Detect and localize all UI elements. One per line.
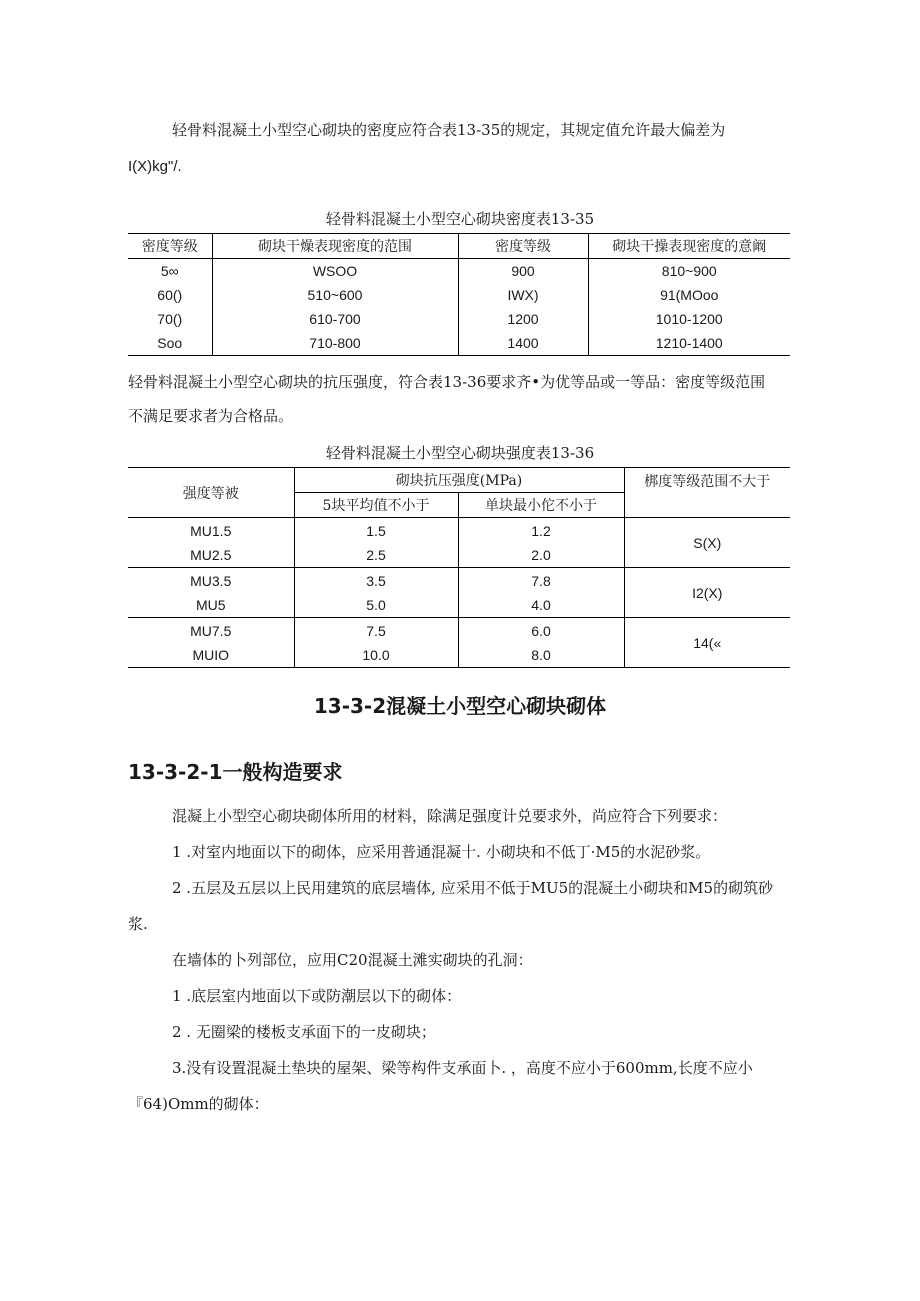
header-cell: 砌块干燥表现密度的范围 xyxy=(212,234,458,259)
table-cell: MU3.5 xyxy=(128,568,294,594)
body-p7-line-2: 『64)Omm的砌体： xyxy=(128,1095,269,1113)
table1-caption: 轻骨料混凝土小型空心砌块密度表13-35 xyxy=(325,210,595,228)
table-cell: 1200 xyxy=(458,307,588,331)
table-cell: 2.0 xyxy=(458,543,624,568)
header-cell: 密度等级 xyxy=(458,234,588,259)
table-cell: MU7.5 xyxy=(128,618,294,644)
header-cell: 5块平均值不小于 xyxy=(294,493,458,518)
body-p6: 2 . 无圈梁的楼板支承面下的一皮砌块； xyxy=(172,1023,436,1041)
table-row xyxy=(128,568,790,594)
table-cell: MUIO xyxy=(128,643,294,668)
table-cell: 7.5 xyxy=(294,618,458,644)
table-cell: 2.5 xyxy=(294,543,458,568)
body-p3-line-2: 浆. xyxy=(128,915,148,933)
body-p4: 在墙体的卜列部位，应用C20混凝土滩实砌块的孔洞： xyxy=(172,951,533,969)
header-cell: 强度等被 xyxy=(128,468,294,518)
table-header-row xyxy=(128,234,790,259)
table-row xyxy=(128,259,790,284)
body-p3-line-1: 2 .五层及五层以上民用建筑的底层墙体, 应采用不低于MU5的混凝土小砌块和M5的砌筑砂 xyxy=(172,879,774,897)
header-group-cell: 砌块抗压强度(MPa) xyxy=(294,468,624,493)
table-row xyxy=(128,618,790,644)
body-p7-line-1: 3.没有设置混凝土垫块的屋架、梁等构件支承面卜. ，高度不应小于600mm,长度不应小 xyxy=(172,1059,753,1077)
table-row xyxy=(128,331,790,356)
intro-line-1: 轻骨料混凝土小型空心砌块的密度应符合表13-35的规定，其规定值允许最大偏差为 xyxy=(172,121,726,139)
table-cell: IWX) xyxy=(458,283,588,307)
header-cell: 梆度等级范围不大于 xyxy=(624,468,790,518)
table-cell: 900 xyxy=(458,259,588,284)
strength-table xyxy=(128,467,790,668)
table-cell: 91(MOoo xyxy=(660,287,719,303)
table-row xyxy=(128,307,790,331)
table-cell: 70() xyxy=(128,307,212,331)
table-cell: 4.0 xyxy=(458,593,624,618)
table-cell: 810~900 xyxy=(661,263,717,279)
table-cell: MU5 xyxy=(128,593,294,618)
table-row xyxy=(128,518,790,544)
section-subtitle: 13-3-2-1一般构造要求 xyxy=(128,760,343,784)
table-cell: 10.0 xyxy=(294,643,458,668)
table-cell: 1210-1400 xyxy=(655,335,723,351)
table-cell: 14(« xyxy=(693,634,722,651)
table-cell: 60() xyxy=(128,283,212,307)
body-p5: 1 .底层室内地面以下或防潮层以下的砌体： xyxy=(172,987,462,1005)
header-cell: 密度等级 xyxy=(128,234,212,259)
para2-line-1: 轻骨料混凝土小型空心砌块的抗压强度，符合表13-36要求齐•为优等品或一等品：密度等级范围 xyxy=(128,373,766,391)
table-cell: 7.8 xyxy=(458,568,624,594)
table-header-row xyxy=(128,468,790,493)
header-cell: 单块最小佗不小于 xyxy=(458,493,624,518)
table-cell: 610-700 xyxy=(212,307,458,331)
intro-line-2: I(X)kg"/. xyxy=(128,158,182,175)
body-p1: 混凝上小型空心砌块砌体所用的材料，除满足强度计兑要求外，尚应符合下列要求： xyxy=(172,807,728,825)
header-cell: 砌块干操表现密度的意阚 xyxy=(612,239,767,255)
table-cell: 6.0 xyxy=(458,618,624,644)
section-title: 13-3-2混凝土小型空心砌块砌体 xyxy=(313,694,607,718)
table-cell: MU2.5 xyxy=(128,543,294,568)
density-table xyxy=(128,233,790,356)
table-cell: S(X) xyxy=(624,518,790,568)
table-row xyxy=(128,283,790,307)
para2-line-2: 不满足要求者为合格品。 xyxy=(128,407,294,425)
table2-caption: 轻骨料混凝土小型空心砌块强度表13-36 xyxy=(325,444,595,462)
table-cell: 3.5 xyxy=(294,568,458,594)
table-cell: 1.2 xyxy=(458,518,624,544)
table-cell: 1010-1200 xyxy=(655,311,723,327)
table-cell: 8.0 xyxy=(458,643,624,668)
table-cell: Soo xyxy=(128,331,212,356)
table-cell: 1.5 xyxy=(294,518,458,544)
table-cell: 5.0 xyxy=(294,593,458,618)
table-cell: 510~600 xyxy=(212,283,458,307)
table-cell: I2(X) xyxy=(624,568,790,618)
body-p2: 1 .对室内地面以下的砌体，应采用普通混凝十. 小砌块和不低丁·M5的水泥砂浆。 xyxy=(172,843,711,861)
table-cell: 710-800 xyxy=(212,331,458,356)
table-cell: MU1.5 xyxy=(128,518,294,544)
table-cell: WSOO xyxy=(212,259,458,284)
table-cell: 5∞ xyxy=(128,259,212,284)
table-cell: 1400 xyxy=(458,331,588,356)
